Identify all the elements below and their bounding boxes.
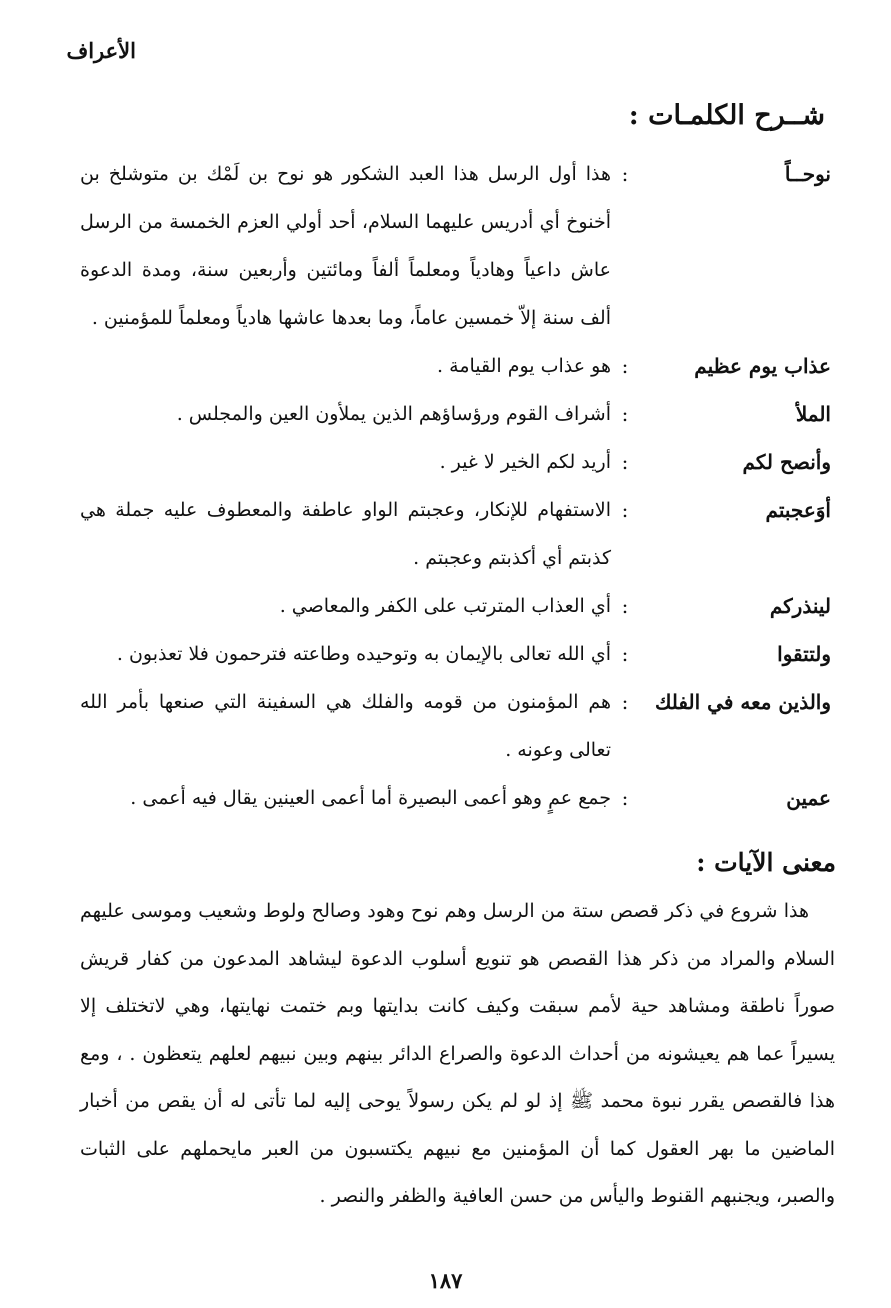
glossary-entry <box>0 678 891 774</box>
running-header: الأعراف <box>66 38 136 63</box>
glossary-colon: : <box>621 690 629 714</box>
glossary-entry <box>0 486 891 582</box>
glossary-term: أوَعجبتم <box>765 498 831 522</box>
glossary-definition: هو عذاب يوم القيامة . <box>437 355 611 377</box>
glossary <box>0 150 891 822</box>
glossary-definition: أريد لكم الخير لا غير . <box>439 451 611 473</box>
glossary-entry <box>0 390 891 438</box>
meaning-paragraph: هذا شروع في ذكر قصص ستة من الرسل وهم نوح وهود وصالح ولوط وشعيب وموسى عليهم السلام والمراد من ذكر هذا القصص هو تنويع أسلوب الدعوة ليشاهد المدعون من كفار قريش صوراً ناطقة ومشاهد حية لأمم سبقت وكيف كانت بدايتها وبم ختمت نهايتها، وهي لاتختلف إلا يسيراً عما هم يعيشونه من أحداث الدعوة والصراع الدائر بينهم وبين نبيهم لعلهم يتعظون . ، ومع هذا فالقصص يقرر نبوة محمد ﷺ إذ لو لم يكن رسولاً يوحى إليه لما تأتى له أن يقص من أخبار الماضين ما بهر العقول كما أن المؤمنين مع نبيهم يكتسبون من العبر مايحملهم على الثبات والصبر، ويجنبهم القنوط واليأس من حسن العافية والظفر والنصر . <box>80 900 835 1207</box>
glossary-colon: : <box>621 594 629 618</box>
vocabulary-heading: شــرح الكلمـات : <box>628 100 825 131</box>
glossary-colon: : <box>621 786 629 810</box>
glossary-definition: أشراف القوم ورؤساؤهم الذين يملأون العين والمجلس . <box>176 403 611 425</box>
glossary-entry <box>0 582 891 630</box>
glossary-definition: هذا أول الرسل هذا العبد الشكور هو نوح بن لَمْك بن متوشلخ بن أخنوخ أي أدريس عليهما السلام، أحد أولي العزم الخمسة من الرسل عاش داعياً وهادياً ومعلماً ألفاً ومائتين وأربعين سنة، ومدة الدعوة ألف سنة إلاّ خمسين عاماً، وما بعدها عاشها هادياً ومعلماً للمؤمنين . <box>80 163 611 329</box>
glossary-colon: : <box>621 162 629 186</box>
page-number: ١٨٧ <box>428 1268 463 1293</box>
glossary-entry <box>0 630 891 678</box>
glossary-term: عذاب يوم عظيم <box>694 354 831 378</box>
glossary-entry <box>0 150 891 342</box>
glossary-term: نوحــاً <box>784 162 831 186</box>
glossary-term: ولتتقوا <box>777 642 831 666</box>
glossary-colon: : <box>621 642 629 666</box>
glossary-term: والذين معه في الفلك <box>654 690 831 714</box>
glossary-term: عمين <box>786 786 831 810</box>
glossary-term: لينذركم <box>769 594 831 618</box>
glossary-colon: : <box>621 450 629 474</box>
glossary-colon: : <box>621 402 629 426</box>
glossary-entry <box>0 342 891 390</box>
glossary-definition: أي الله تعالى بالإيمان به وتوحيده وطاعته فترحمون فلا تعذبون . <box>116 643 611 665</box>
glossary-entry <box>0 438 891 486</box>
glossary-definition: جمع عمٍ وهو أعمى البصيرة أما أعمى العينين يقال فيه أعمى . <box>130 787 611 809</box>
glossary-term: وأنصح لكم <box>742 450 831 474</box>
glossary-entry <box>0 774 891 822</box>
glossary-definition: أي العذاب المترتب على الكفر والمعاصي . <box>279 595 611 617</box>
glossary-colon: : <box>621 498 629 522</box>
glossary-definition: هم المؤمنون من قومه والفلك هي السفينة التي صنعها بأمر الله تعالى وعونه . <box>80 691 611 761</box>
glossary-definition: الاستفهام للإنكار، وعجبتم الواو عاطفة والمعطوف عليه جملة هي كذبتم أي أكذبتم وعجبتم . <box>80 499 611 569</box>
glossary-colon: : <box>621 354 629 378</box>
meaning-heading: معنى الآيات : <box>696 848 836 877</box>
glossary-term: الملأ <box>795 402 831 426</box>
